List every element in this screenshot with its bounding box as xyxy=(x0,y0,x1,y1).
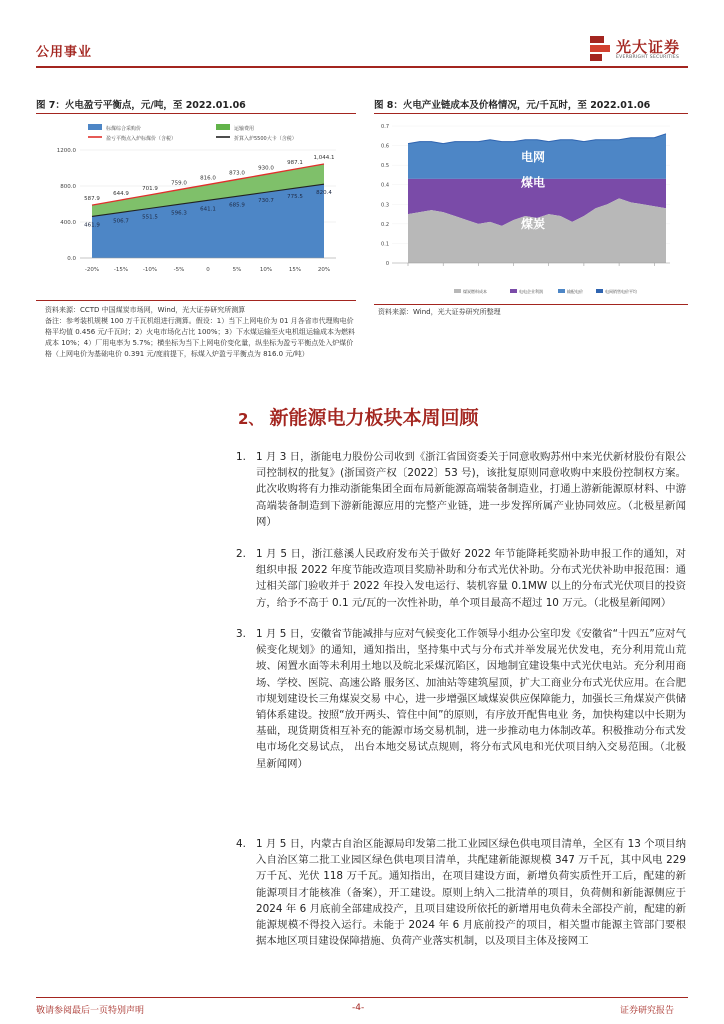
fig8-y-tick: 0.1 xyxy=(381,241,389,248)
fig8-legend-swatch xyxy=(558,289,565,293)
news-item xyxy=(238,836,686,949)
footer-disclaimer[interactable]: 敬请参阅最后一页特别声明 xyxy=(36,1006,145,1016)
fig8-legend-swatch xyxy=(454,289,461,293)
fig7-x-tick: 20% xyxy=(317,267,331,273)
fig8-y-tick: 0.4 xyxy=(381,182,389,189)
news-item-text: 1 月 5 日，内蒙古自治区能源局印发第二批工业园区绿色供电项目清单，全区有 13 个项目纳入自治区第二批工业园区绿色供电项目清单，共配建新能源规模 347 万千瓦，其中风电 229 万千瓦、光伏 118 万千瓦。通知指出，在项目建设方面，新增负荷实质性开工后，配建的新能源项目才能核准（备案），开工建设。原则上纳入二批清单的项目，负荷侧和新能源侧应于 2024 年 6 月底前全部建成投产，且项目建设所依托的新增用电负荷未全部投产前，配建的新能源规模不得投入运行。未能于 2024 年 6 月底前投产的项目，相关盟市能源主管部门要根据本地区项目建设保障措施、负荷产业落实机制，以及项目主体及接网工 xyxy=(256,838,686,948)
fig7-chart-svg xyxy=(36,118,356,294)
brand-logo xyxy=(588,34,692,64)
fig7-data-label-top: 873.0 xyxy=(229,170,245,177)
news-item-number: 4. xyxy=(236,838,246,850)
fig7-data-label-bottom: 551.5 xyxy=(142,214,158,221)
fig7-x-tick: -20% xyxy=(84,267,100,273)
fig7-x-tick: -5% xyxy=(173,267,185,273)
news-item xyxy=(238,546,686,611)
brand-logo-name: 光大证券 xyxy=(616,38,681,56)
fig8-title-rule xyxy=(374,113,688,114)
news-item xyxy=(238,449,686,530)
news-item-text: 1 月 5 日，浙江慈溪人民政府发布关于做好 2022 年节能降耗奖励补助申报工作的通知，对组织申报 2022 年度节能改造项目奖励补助和分布式光伏补助。分布式光伏补助申报范围：通过相关部门验收并于 2022 年投入发电运行、装机容量 0.1MW 以上的分布式光伏项目的投资方，给予不高于 0.1 元/瓦的一次性补助，单个项目最高不超过 10 万元。（北极星新闻网） xyxy=(256,548,686,609)
fig7-x-tick: 5% xyxy=(232,267,242,273)
fig8-y-tick: 0.6 xyxy=(381,143,389,150)
fig7-legend-label: 折算入炉5500大卡（含税） xyxy=(234,136,297,142)
fig8-legend-label: 电电企业利润 xyxy=(519,289,543,294)
fig8-legend-label: 煤炭燃料成本 xyxy=(463,289,487,294)
fig7-data-label-bottom: 730.7 xyxy=(258,198,274,205)
fig7-data-label-top: 587.9 xyxy=(84,196,100,203)
fig7-y-tick: 400.0 xyxy=(60,220,76,226)
fig7-data-label-bottom: 685.9 xyxy=(229,202,245,209)
fig7-bottom-rule xyxy=(36,300,356,301)
fig8-y-tick: 0.2 xyxy=(381,221,389,228)
fig7-title: 图 7：火电盈亏平衡点，元/吨，至 2022.01.06 xyxy=(36,100,246,111)
section-number: 2、 xyxy=(238,410,264,428)
fig7-data-label-top: 987.1 xyxy=(287,160,303,167)
footer-divider xyxy=(36,997,688,998)
fig7-x-tick: -10% xyxy=(142,267,158,273)
news-item-number: 1. xyxy=(236,451,246,463)
fig8-y-tick: 0.3 xyxy=(381,202,389,209)
fig8-legend-swatch xyxy=(596,289,603,293)
fig7-data-label-top: 816.0 xyxy=(200,175,216,182)
fig8-legend-swatch xyxy=(510,289,517,293)
fig7-data-label-bottom: 461.9 xyxy=(84,222,100,229)
fig7-title-rule xyxy=(36,113,356,114)
fig8-area-label: 煤电 xyxy=(520,175,546,190)
fig8-chart-svg xyxy=(374,118,688,302)
fig7-x-tick: 0 xyxy=(206,267,210,273)
fig7-legend-label: 盈亏平衡点入炉标煤价（含税） xyxy=(106,136,177,142)
fig7-data-label-bottom: 775.5 xyxy=(287,194,303,201)
footer-report-type: 证券研究报告 xyxy=(620,1006,675,1016)
fig7-y-tick: 0.0 xyxy=(67,256,76,262)
fig7-legend-swatch xyxy=(216,124,230,130)
fig7-data-label-bottom: 506.7 xyxy=(113,218,129,225)
fig7-x-tick: -15% xyxy=(113,267,129,273)
section-title xyxy=(238,403,478,430)
fig7-legend-label: 运输费用 xyxy=(234,126,255,132)
fig7-data-label-top: 1,044.1 xyxy=(313,155,335,162)
fig8-area-label: 电网 xyxy=(520,150,546,165)
news-item xyxy=(238,626,686,772)
fig7-data-label-bottom: 596.3 xyxy=(171,210,187,217)
header-divider xyxy=(36,66,688,68)
fig7-data-label-bottom: 820.4 xyxy=(316,190,332,197)
fig8-y-tick: 0.5 xyxy=(381,163,389,170)
section-title-text: 新能源电力板块本周回顾 xyxy=(269,407,479,429)
page-number: -4- xyxy=(352,1003,365,1013)
brand-logo-sub: EVERBRIGHT SECURITIES xyxy=(616,55,680,60)
fig7-data-label-top: 930.0 xyxy=(258,165,274,172)
fig7-y-tick: 1200.0 xyxy=(56,148,76,154)
fig7-data-label-top: 759.0 xyxy=(171,180,187,187)
report-category: 公用事业 xyxy=(36,45,93,60)
fig7-legend-label: 标煤综合采购价 xyxy=(106,126,142,132)
fig8-chart xyxy=(374,118,688,302)
fig8-legend-label: 电网销售电价平均 xyxy=(605,289,637,294)
fig7-chart xyxy=(36,118,356,294)
fig7-note: 备注：参考装机规模 100 万千瓦机组进行测算。假设：1）当下上网电价为 01 月各省市代理购电价格平均值 0.456 元/千瓦时；2）火电市场化占比 100%；3）下水煤运输至火电机组运输成本为燃料成本 10%；4）厂用电率为 5.7%；横坐标为当下上网电价变化量，纵坐标为盈亏平衡点处入炉煤价格（上网电价为基础电价 0.391 元/度前提下，标煤入炉盈亏平衡点为 816.0 元/吨） xyxy=(45,317,355,358)
fig7-data-label-top: 644.9 xyxy=(113,190,129,197)
fig7-source: 资料来源：CCTD 中国煤炭市场网，Wind，光大证券研究所测算 xyxy=(45,306,246,314)
fig7-legend-swatch xyxy=(88,124,102,130)
fig8-y-tick: 0.7 xyxy=(381,124,389,130)
fig8-title: 图 8：火电产业链成本及价格情况，元/千瓦时，至 2022.01.06 xyxy=(374,100,651,111)
news-item-number: 3. xyxy=(236,628,246,640)
news-item-number: 2. xyxy=(236,548,246,560)
fig8-bottom-rule xyxy=(374,304,688,305)
fig8-legend-label: 输配电价 xyxy=(567,289,583,294)
fig7-data-label-bottom: 641.1 xyxy=(200,206,216,213)
fig7-x-tick: 15% xyxy=(288,267,302,273)
fig8-area-label: 煤炭 xyxy=(520,216,546,231)
news-item-text: 1 月 3 日，浙能电力股份公司收到《浙江省国资委关于同意收购苏州中来光伏新材股份有限公司控制权的批复》(浙国资产权〔2022〕53 号)，该批复原则同意收购中来股份控制权方案。此次收购将有力推动浙能集团全面布局新能源高端装备制造业，打通上游新能源原材料、中游高端装备制造到下游新能源应用的完整产业链，进一步发挥所属产业协同效应。（北极星新闻网） xyxy=(256,451,686,528)
news-item-text: 1 月 5 日，安徽省节能减排与应对气候变化工作领导小组办公室印发《安徽省“十四五”应对气候变化规划》的通知，通知指出，坚持集中式与分布式并举发展光伏发电，充分利用荒山荒坡、闲置水面等未利用土地以及皖北采煤沉陷区，因地制宜建设集中式光伏电站。充分利用商场、学校、医院、高速公路 服务区、加油站等建筑屋顶，扩大工商业分布式光伏应用。在合肥市规划建设长三角煤炭交易 中心，进一步增强区域煤炭供应保障能力，加强长三角煤炭产供储销体系建设。按照“放开两头、管住中间”的原则，有序放开配售电业 务，加快构建以中长期为基础，现货期货相互补充的能源市场交易机制，进一步推动电力体制改革。积极推动分布式发电市场化交易试点， 出台本地交易试点规则，将分布式风电和光伏项目纳入交易范围。（北极星新闻网） xyxy=(256,628,686,770)
brand-logo-icon xyxy=(588,34,612,62)
fig7-y-tick: 800.0 xyxy=(60,184,76,190)
fig7-data-label-top: 701.9 xyxy=(142,185,158,192)
fig8-source: 资料来源：Wind，光大证券研究所整理 xyxy=(378,308,501,316)
fig7-x-tick: 10% xyxy=(259,267,273,273)
fig8-y-tick: 0 xyxy=(385,261,389,267)
